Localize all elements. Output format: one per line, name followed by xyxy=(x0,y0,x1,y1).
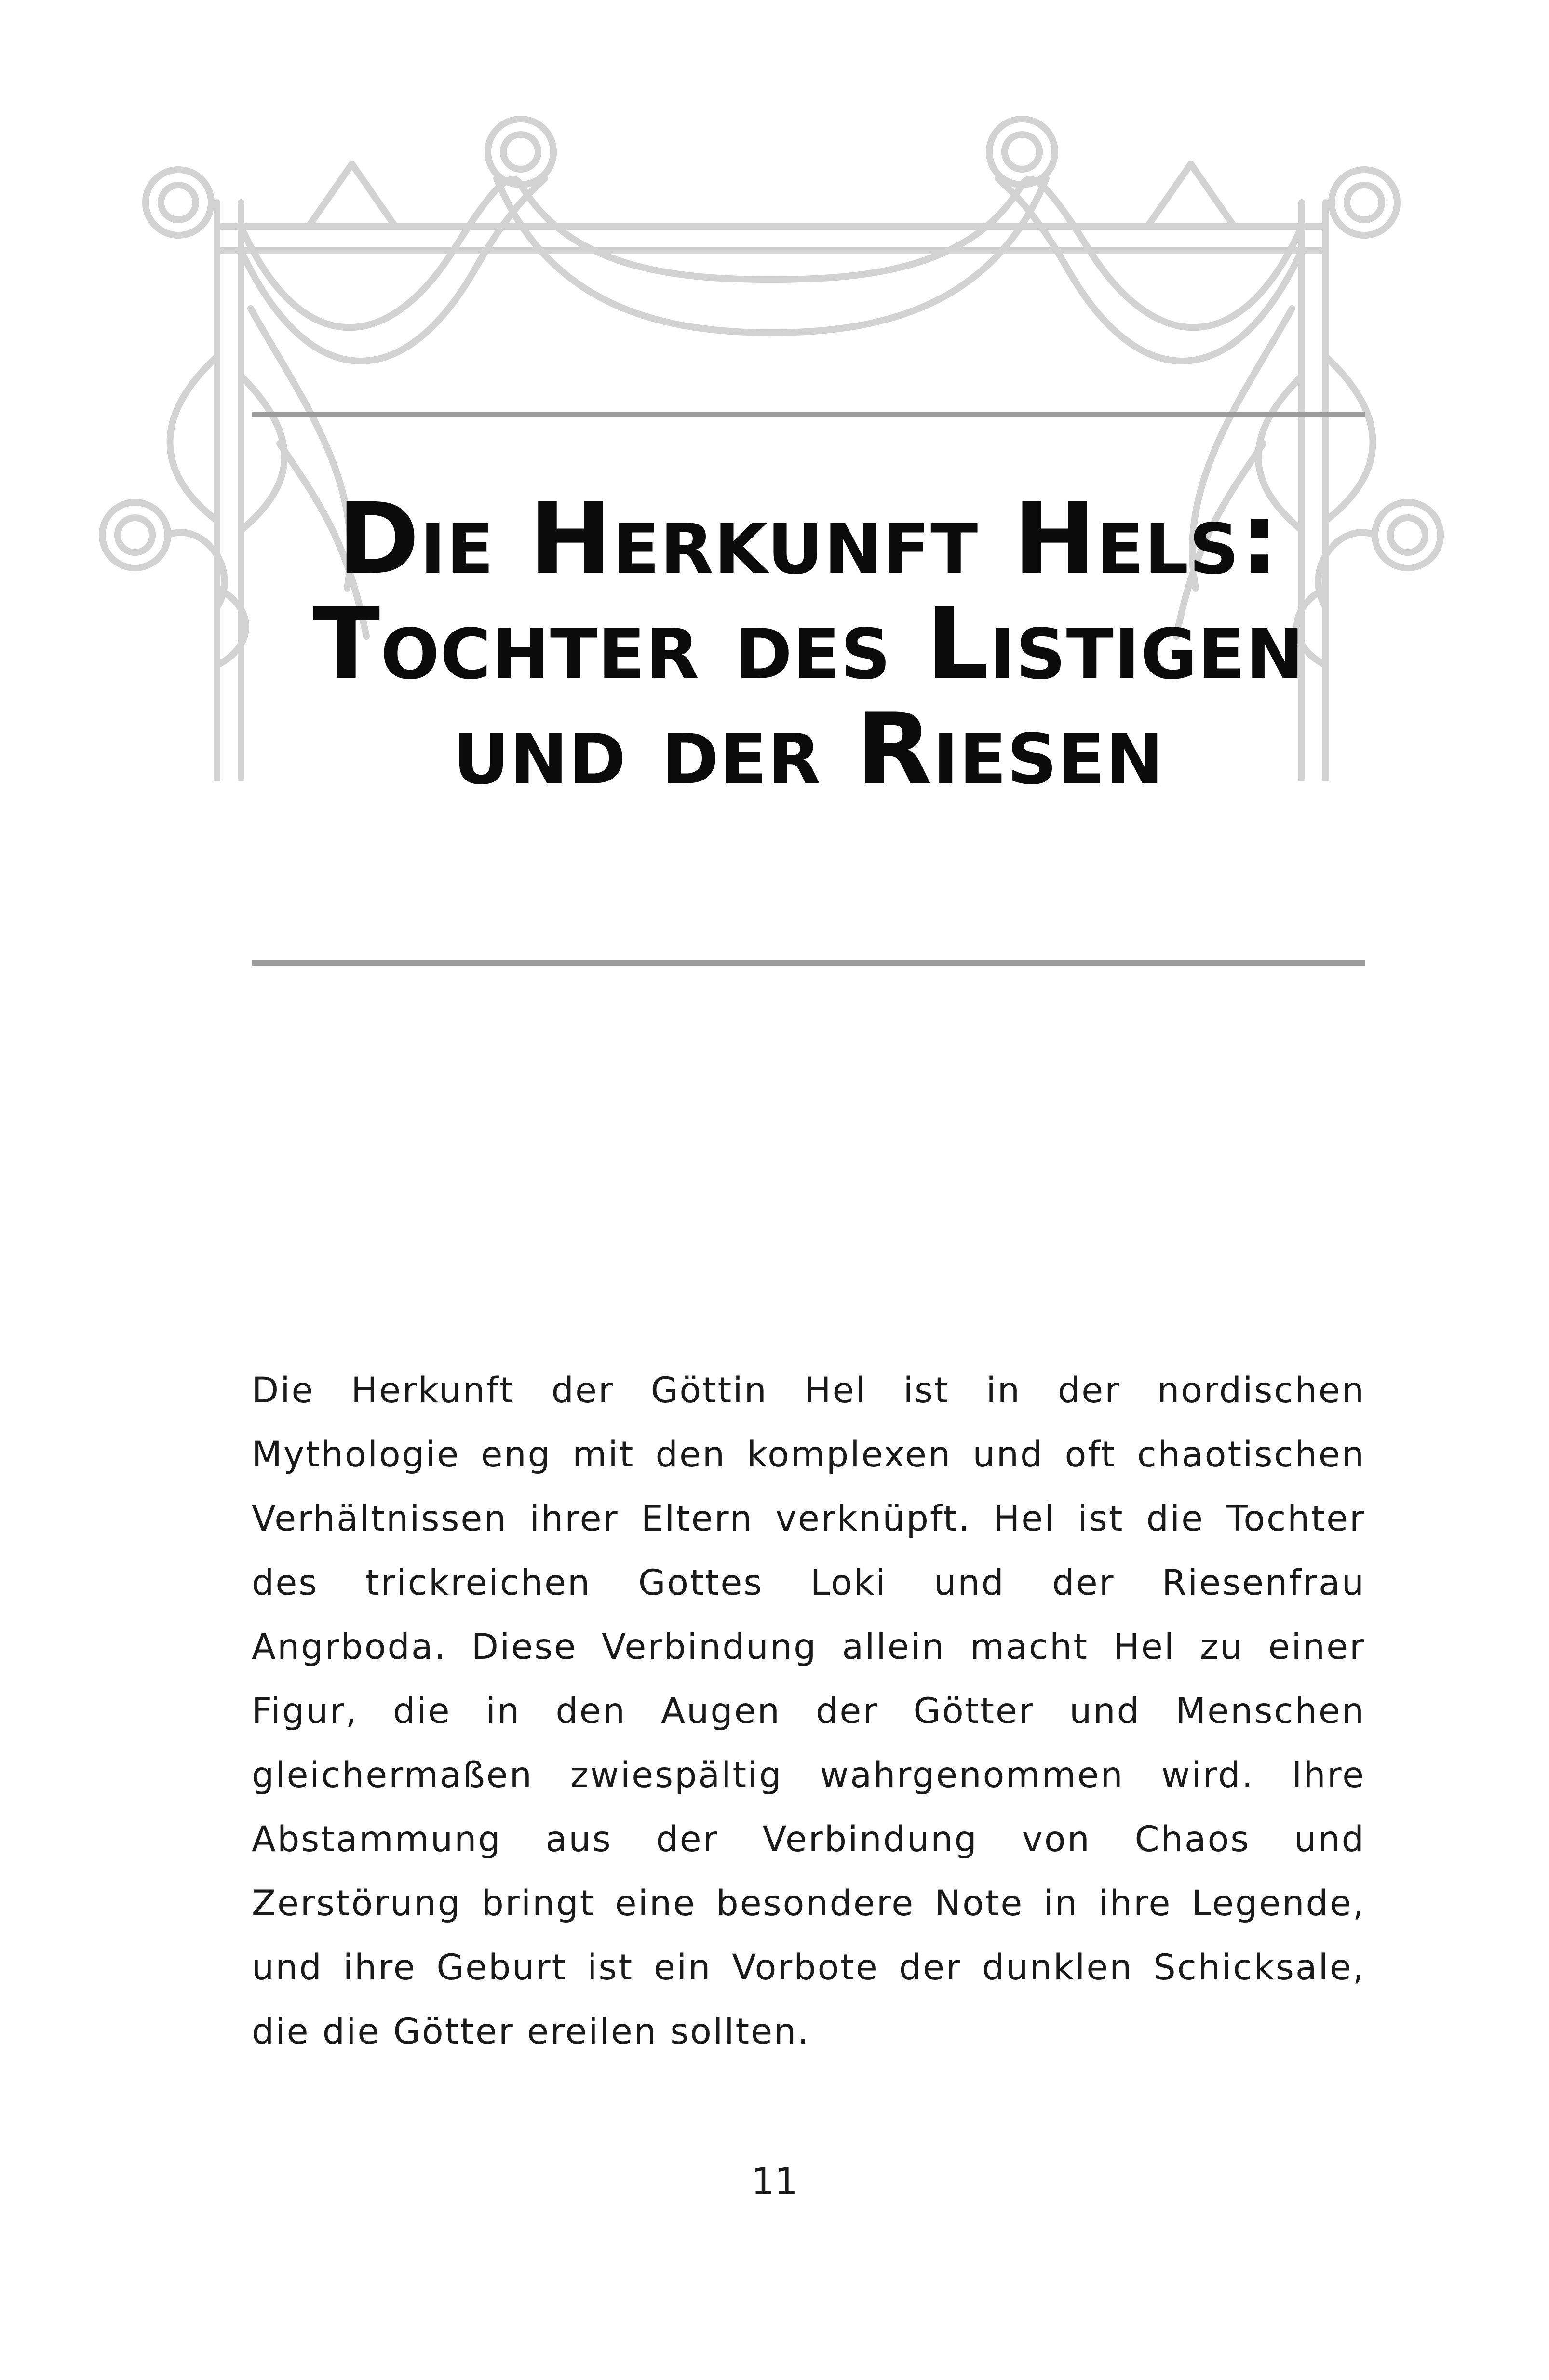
title-rule-top xyxy=(252,412,1365,417)
title-rule-bottom xyxy=(252,960,1365,966)
chapter-title: Die Herkunft Hels: Tochter des Listigen und der Riesen xyxy=(312,482,1305,807)
page-number: 11 xyxy=(751,2160,798,2203)
body-paragraph: Die Herkunft der Göttin Hel ist in der nordischen Mythologie eng mit den komplexen und oft chaotischen Verhältnissen ihrer Eltern verknüpft. Hel ist die Tochter des trickreichen Gottes Loki und der Riesenfrau Angrboda. Diese Verbindung allein macht Hel zu einer Figur, die in den Augen der Götter und Menschen gleichermaßen zwiespältig wahrgenommen wird. Ihre Abstammung aus der Verbindung von Chaos und Zerstörung bringt eine besondere Note in ihre Legende, und ihre Geburt ist ein Vorbote der dunklen Schicksale, die die Götter ereilen sollten. xyxy=(252,1370,1365,2052)
